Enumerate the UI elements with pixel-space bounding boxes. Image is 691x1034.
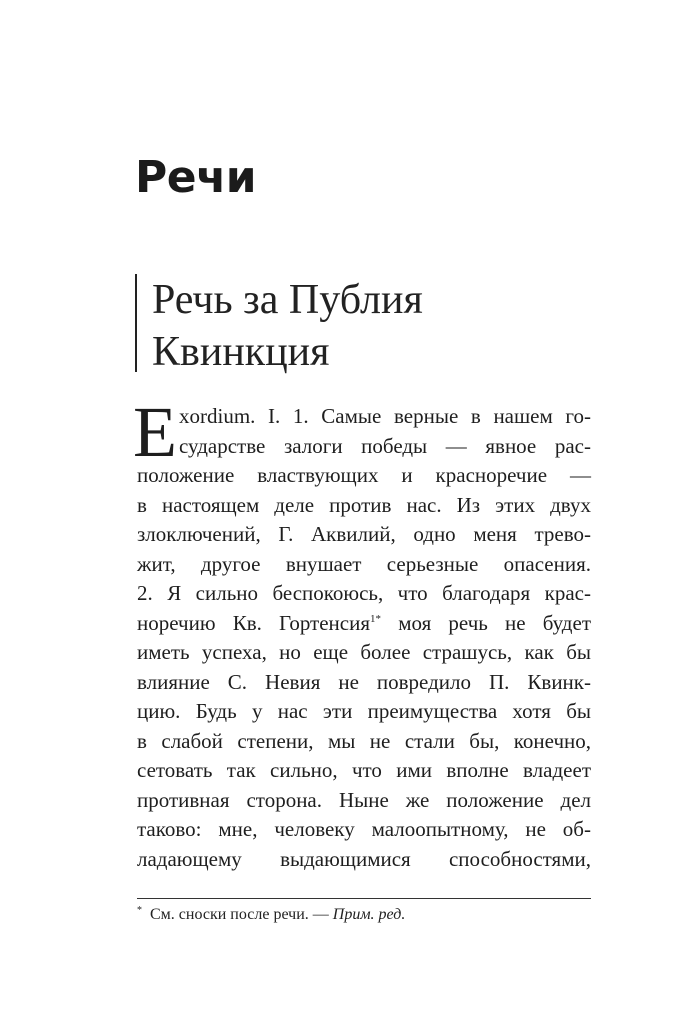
footnote-italic: Прим. ред. [332, 906, 406, 923]
body-line-tail: моя речь не будет [381, 610, 591, 635]
body-line: сударстве залоги победы — явное рас- [179, 433, 591, 458]
body-line: сетовать так сильно, что ими вполне владеет [137, 758, 591, 782]
footnote-mark: * [137, 904, 142, 916]
body-line: xordium. I. 1. Самые верные в нашем го- [179, 404, 591, 428]
body-line-head: норечию Кв. Гортенсия [137, 610, 371, 635]
speech-title-line-2: Квинкция [152, 329, 330, 375]
body-line: иметь успеха, но еще более страшусь, как бы [137, 640, 591, 664]
body-line: жит, другое внушает серьезные опасения. [137, 551, 591, 576]
body-line: положение властвующих и красноречие — [137, 463, 591, 487]
footnote-reference[interactable]: 1* [370, 612, 382, 625]
body-line: таково: мне, человеку малоопытному, не об- [137, 817, 591, 841]
footnote-text: См. сноски после речи. — [150, 906, 333, 923]
body-line [137, 609, 591, 639]
body-line: в слабой степени, мы не стали бы, конечно, [137, 728, 591, 753]
body-line: злоключений, Г. Аквилий, одно меня трево- [137, 522, 591, 546]
body-line: ладающему выдающимися способностями, [137, 846, 591, 871]
footnote-divider [137, 898, 591, 899]
speech-title [135, 274, 423, 375]
body-line: в настоящем деле против нас. Из этих двух [137, 492, 591, 517]
body-line: 2. Я сильно беспокоюсь, что благодаря крас- [137, 581, 591, 605]
body-line: влияние С. Невия не повредило П. Квинк- [137, 669, 591, 694]
footnote [137, 902, 405, 928]
body-line: противная сторона. Ныне же положение дел [137, 787, 591, 812]
body-text [133, 392, 591, 874]
speech-title-line-1: Речь за Публия [152, 277, 423, 323]
section-title: Речи [135, 152, 257, 203]
body-line: цию. Будь у нас эти преимущества хотя бы [137, 699, 591, 723]
drop-cap: E [133, 392, 177, 472]
